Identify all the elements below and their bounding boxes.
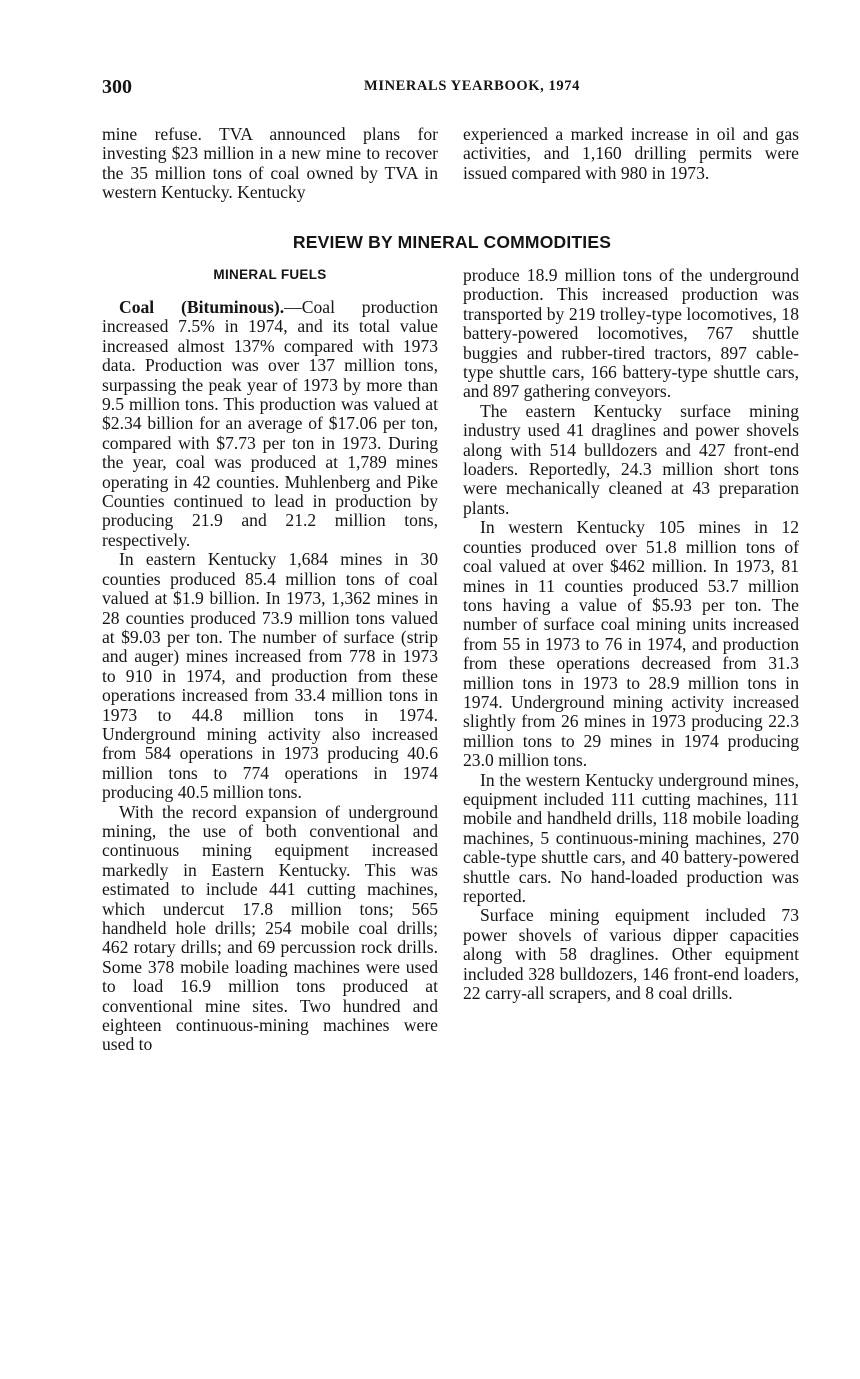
paragraph-western-underground: In the western Kentucky underground mines, equipment included 111 cutting machines, 111 mobile and handheld drills, 118 mobile loading machines, 5 continuous-mining machines, 270 cable-type shuttle cars, and 40 battery-powered shuttle cars. No hand-loaded production was reported. — [463, 769, 799, 906]
coal-run-in-heading: Coal (Bituminous). — [119, 297, 285, 317]
paragraph-coal-intro — [102, 298, 438, 550]
continued-paragraph-right: experienced a marked increase in oil and gas activities, and 1,160 drilling permits were issued compared with 980 in 1973. — [463, 124, 799, 183]
paragraph-surface-equipment: Surface mining equipment included 73 power shovels of various dipper capacities along with 58 draglines. Other equipment included 328 bulldozers, 146 front-end loaders, 22 carry-all scrapers, and 8 coal drills. — [463, 905, 799, 1004]
right-column — [463, 266, 799, 1003]
paragraph-underground-expansion: With the record expansion of underground mining, the use of both conventional and continuous mining equipment increased markedly in Eastern Kentucky. This was estimated to include 441 cutting machines, which undercut 17.8 million tons; 565 handheld hole drills; 254 mobile coal drills; 462 rotary drills; and 69 percussion rock drills. Some 378 mobile loading machines were used to load 16.9 million tons produced at conventional mine sites. Two hundred and eighteen continuous-mining machines were used to — [102, 801, 438, 1055]
subheading-mineral-fuels: MINERAL FUELS — [213, 267, 327, 282]
paragraph-eastern-kentucky: In eastern Kentucky 1,684 mines in 30 counties produced 85.4 million tons of coal valued at $1.9 billion. In 1973, 1,362 mines in 28 counties produced 73.9 million tons valued at $9.03 per ton. The number of surface (strip and auger) mines increased from 778 in 1973 to 910 in 1974, and production from these operations increased from 33.4 million tons in 1973 to 44.8 million tons in 1974. Underground mining activity also increased from 584 operations in 1973 producing 40.6 million tons to 774 operations in 1974 producing 40.5 million tons. — [102, 549, 438, 803]
paragraph-eastern-surface: The eastern Kentucky surface mining industry used 41 draglines and power shovels along with 514 bulldozers and 427 front-end loaders. Reportedly, 24.3 million short tons were mechanically cleaned at 43 preparation plants. — [463, 400, 799, 518]
section-heading: REVIEW BY MINERAL COMMODITIES — [292, 232, 612, 252]
paragraph-underground-production: produce 18.9 million tons of the underground production. This increased production was transported by 219 trolley-type locomotives, 18 battery-powered locomotives, 767 shuttle buggies and rubber-tired tractors, 897 cable-type shuttle cars, 166 battery-type shuttle cars, and 897 gathering conveyors. — [463, 265, 799, 402]
left-column — [102, 266, 438, 1055]
paragraph-western-kentucky: In western Kentucky 105 mines in 12 counties produced over 51.8 million tons of coal valued at over $462 million. In 1973, 81 mines in 11 counties produced 53.7 million tons having a value of $5.93 per ton. The number of surface coal mining units increased from 55 in 1973 to 76 in 1974, and production from these operations decreased from 31.3 million tons in 1973 to 28.9 million tons in 1974. Underground mining activity increased slightly from 26 mines in 1973 producing 22.3 million tons to 29 mines in 1974 producing 23.0 million tons. — [463, 517, 799, 771]
running-title: MINERALS YEARBOOK, 1974 — [364, 78, 580, 94]
continued-paragraph-left: mine refuse. TVA announced plans for investing $23 million in a new mine to recover the 35 million tons of coal owned by TVA in western Kentucky. Kentucky — [102, 124, 438, 203]
right-column-continued — [463, 125, 799, 183]
coal-intro-text: —Coal production increased 7.5% in 1974, and its total value increased almost 137% compared with 1973 data. Production was over 137 million tons, surpassing the peak year of 1973 by more than 9.5 million tons. This production was valued at $2.34 billion for an average of $17.06 per ton, compared with $7.73 per ton in 1973. During the year, coal was produced at 1,789 mines operating in 42 counties. Muhlenberg and Pike Counties continued to lead in production by producing 21.9 and 21.2 million tons, respectively. — [102, 297, 438, 550]
page-number: 300 — [102, 76, 132, 98]
page-header — [102, 76, 802, 100]
left-column-continued — [102, 125, 438, 203]
